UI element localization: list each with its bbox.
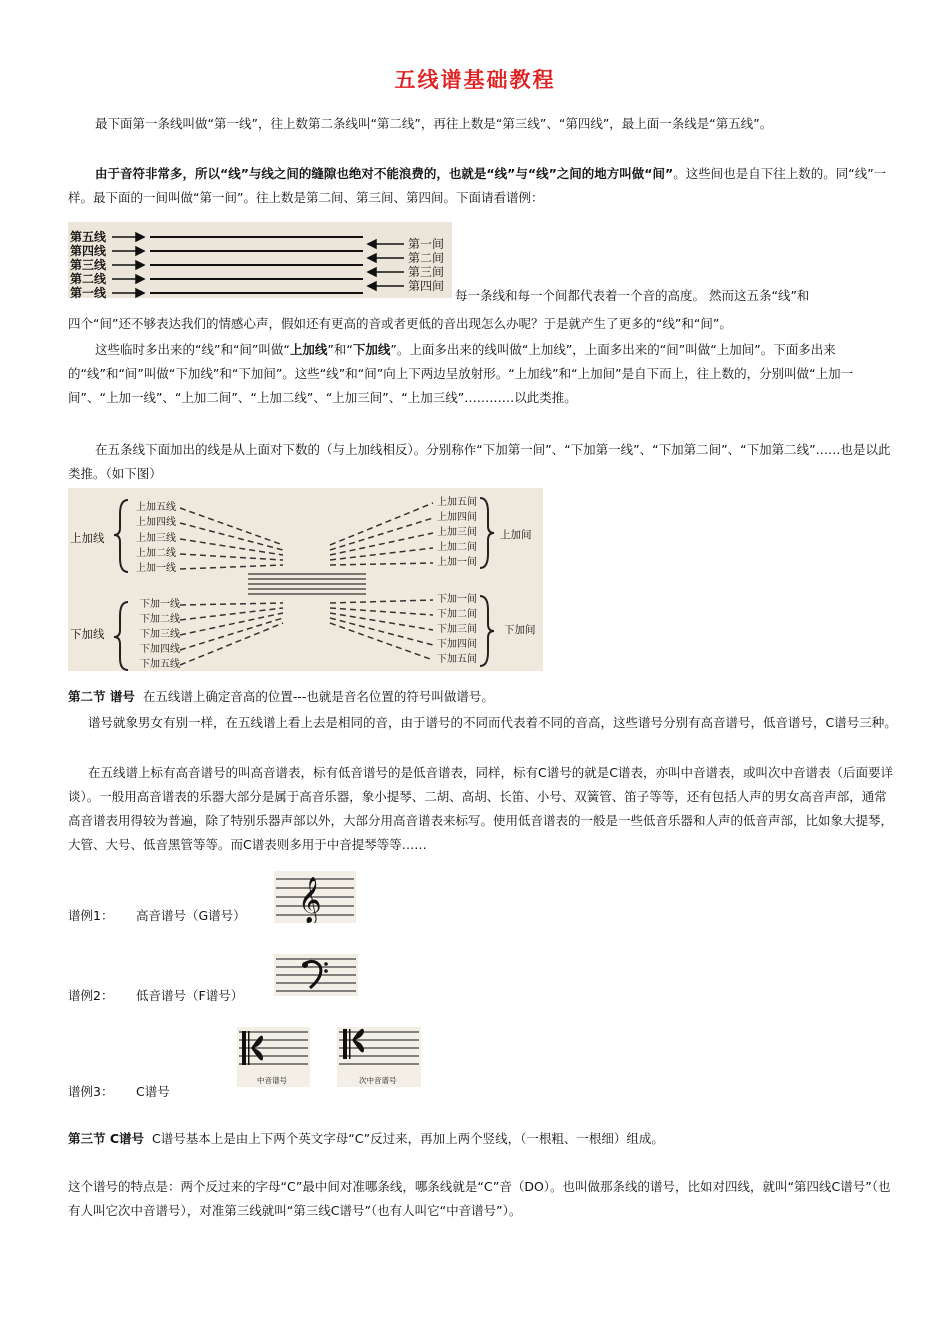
upper-spaces-group-label: 上加间 (500, 529, 532, 541)
paragraph-3b: 四个“间”还不够表达我们的情感心声，假如还有更高的音或者更低的音出现怎么办呢？于是就产生了更多的“线”和“间”。 (68, 316, 732, 331)
ledger-lines-figure (68, 488, 543, 671)
p1-text: 最下面第一条线叫做“第一线”，往上数第二条线叫“第二线”，再往上数是“第三线”、“第四线”，最上面一条线是“第五线”。 (95, 116, 773, 131)
example-3-text: C谱号 (136, 1084, 170, 1099)
lower-line-4: 下加四线 (140, 644, 180, 655)
upper-space-1: 上加一间 (437, 557, 477, 568)
paragraph-2 (68, 162, 898, 210)
upper-line-4: 上加四线 (136, 517, 176, 528)
upper-space-5: 上加五间 (437, 497, 477, 508)
upper-line-2: 上加二线 (136, 548, 176, 559)
tenor-clef-figure (337, 1027, 421, 1087)
label-space-4: 第四间 (408, 279, 445, 293)
staff-lines-figure (68, 222, 452, 298)
label-space-1: 第一间 (408, 237, 445, 251)
bass-clef-icon (274, 954, 358, 996)
paragraph-4 (68, 338, 898, 410)
example-3-label: 谱例3： (68, 1084, 114, 1099)
section-2-heading-line (68, 685, 898, 709)
section-2-intro: 在五线谱上确定音高的位置---也就是音名位置的符号叫做谱号。 (142, 689, 494, 704)
label-line-4: 第四线 (70, 244, 107, 258)
p4-bold-2: 下加线 (352, 342, 391, 357)
example-2-label: 谱例2： (68, 988, 114, 1003)
section-3-paragraph-1: 这个谱号的特点是：两个反过来的字母“C”最中间对准哪条线，哪条线就是“C”音（DO）。也叫做那条线的谱号，比如对四线，就叫“第四线C谱号”（也有人叫它次中音谱号），对准第三线就叫“第三线C谱号”（也有人叫它“中音谱号”）。 (68, 1179, 891, 1218)
p4-text-post: ”。上面多出来的线叫做“上加线”，上面多出来的“间”叫做“上加间”。下面多出来的“线”和“间”叫做“下加线”和“下加间”。这些“线”和“间”向上下两边呈放射形。“上加线”和“上加间”是自下而上，往上数的，分别叫做“上加一间”、“上加一线”、“上加二间”、“上加二线”、“上加三间”、“上加三线”…………以此类推。 (68, 342, 854, 405)
page-title: 五线谱基础教程 (394, 68, 556, 92)
section-3-intro: C谱号基本上是由上下两个英文字母“C”反过来，再加上两个竖线，（一根粗、一根细）组成。 (151, 1131, 664, 1146)
lower-lines-group-label: 下加线 (70, 627, 105, 641)
paragraph-1 (68, 112, 898, 136)
c-clef-icon (237, 1027, 310, 1071)
lower-space-1: 下加一间 (437, 594, 477, 605)
bass-clef-figure (274, 954, 358, 996)
staff-lines-diagram (68, 222, 452, 298)
paragraph-5: 在五条线下面加出的线是从上面对下数的（与上加线相反）。分别称作“下加第一间”、“下加第一线”、“下加第二间”、“下加第二线”……也是以此类推。（如下图） (68, 442, 891, 481)
tenor-clef-caption: 次中音谱号 (359, 1076, 397, 1085)
label-line-1: 第一线 (70, 286, 107, 300)
lower-line-5: 下加五线 (140, 659, 180, 670)
label-line-3: 第三线 (70, 258, 107, 272)
alto-clef-caption: 中音谱号 (257, 1076, 287, 1085)
p4-text-pre: 这些临时多出来的“线”和“间”叫做“ (95, 342, 290, 357)
lower-spaces-group-label: 下加间 (504, 624, 536, 636)
p4-text-mid: ”和“ (327, 342, 353, 357)
p2-text: 。这些间也是自下往上数的。同“线”一样。最下面的一间叫做“第一间”。往上数是第二间、第三间、第四间。下面请看谱例： (68, 166, 887, 205)
section-2-paragraph-1: 谱号就象男女有别一样，在五线谱上看上去是相同的音，由于谱号的不同而代表着不同的音高，这些谱号分别有高音谱号，低音谱号，C谱号三种。 (88, 715, 897, 730)
lower-line-3: 下加三线 (140, 629, 180, 640)
upper-space-3: 上加三间 (437, 527, 477, 538)
upper-lines-group-label: 上加线 (70, 531, 105, 545)
section-3-heading-line (68, 1127, 898, 1151)
p2-bold-text: 由于音符非常多，所以“线”与线之间的缝隙也绝对不能浪费的，也就是“线”与“线”之间的地方叫做“间” (95, 166, 674, 181)
label-space-3: 第三间 (408, 265, 445, 279)
lower-space-2: 下加二间 (437, 609, 477, 620)
example-1-label: 谱例1： (68, 908, 114, 923)
section-3-heading: 第三节 C谱号 (68, 1131, 145, 1146)
lower-space-3: 下加三间 (437, 624, 477, 635)
lower-space-5: 下加五间 (437, 654, 477, 665)
upper-space-2: 上加二间 (437, 542, 477, 553)
c-clef-icon (337, 1027, 421, 1071)
treble-clef-figure (274, 871, 356, 923)
label-line-2: 第二线 (70, 272, 107, 286)
lower-line-2: 下加二线 (140, 614, 180, 625)
example-2-text: 低音谱号（F谱号） (136, 988, 244, 1003)
alto-clef-figure (237, 1027, 310, 1087)
upper-line-1: 上加一线 (136, 563, 176, 574)
lower-space-4: 下加四间 (437, 639, 477, 650)
paragraph-3a: 每一条线和每一个间都代表着一个音的高度。 然而这五条“线”和 (455, 288, 810, 303)
lower-line-1: 下加一线 (140, 599, 180, 610)
section-2-paragraph-2: 在五线谱上标有高音谱号的叫高音谱表，标有低音谱号的是低音谱表，同样，标有C谱号的就是C谱表，亦叫中音谱表，或叫次中音谱表（后面要详谈）。一般用高音谱表的乐器大部分是属于高音乐器，象小提琴、二胡、高胡、长笛、小号、双簧管、笛子等等，还有包括人声的男女高音声部，通常高音谱表用得较为普遍，除了特别乐器声部以外，大部分用高音谱表来标写。使用低音谱表的一般是一些低音乐器和人声的低音声部，比如象大提琴，大管、大号、低音黑管等等。而C谱表则多用于中音提琴等等…… (68, 765, 894, 852)
label-space-2: 第二间 (408, 251, 445, 265)
upper-space-4: 上加四间 (437, 512, 477, 523)
upper-line-3: 上加三线 (136, 533, 176, 544)
svg-text:𝄞: 𝄞 (298, 877, 322, 923)
label-line-5: 第五线 (70, 230, 107, 244)
upper-line-5: 上加五线 (136, 502, 176, 513)
treble-clef-icon (274, 871, 356, 923)
example-1-text: 高音谱号（G谱号） (136, 908, 246, 923)
section-2-heading: 第二节 谱号 (68, 689, 135, 704)
p4-bold-1: 上加线 (289, 342, 328, 357)
